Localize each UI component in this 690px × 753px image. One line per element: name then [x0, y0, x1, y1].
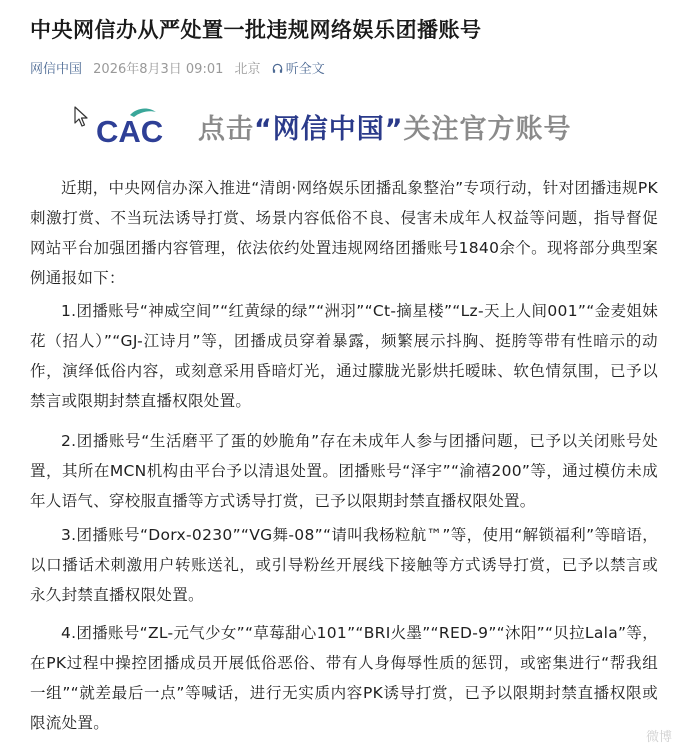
publish-location: 北京 — [234, 62, 261, 77]
paragraph-case-1: 1.团播账号“神威空间”“红黄绿的绿”“洲羽”“Ct-摘星楼”“Lz-天上人间001”“金麦姐妹花（招人）”“GJ-江诗月”等，团播成员穿着暴露，频繁展示抖胸、挺胯等带有性暗示的动作，演绎低俗内容，或刻意采用昏暗灯光，通过朦胧光影烘托暧昧、软色情氛围，已予以禁言或限期封禁直播权限处置。 — [30, 302, 658, 410]
banner-suffix: 关注官方账号 — [403, 114, 572, 145]
article-meta — [30, 58, 339, 77]
paragraph-intro: 近期，中央网信办深入推进“清朗·网络娱乐团播乱象整治”专项行动，针对团播违规PK刺激打赏、不当玩法诱导打赏、场景内容低俗不良、侵害未成年人权益等问题，指导督促网站平台加强团播内容管理，依法依约处置违规网络团播账号1840余个。现将部分典型案例通报如下： — [30, 179, 658, 287]
cac-logo — [96, 106, 178, 146]
listen-label: 听全文 — [285, 62, 325, 77]
banner-text — [198, 107, 572, 146]
source-link[interactable]: 网信中国 — [30, 62, 83, 77]
follow-banner[interactable] — [74, 104, 614, 150]
banner-prefix: 点击 — [198, 114, 254, 145]
headphone-icon — [272, 63, 283, 74]
svg-text:CAC: CAC — [96, 114, 164, 146]
listen-button[interactable] — [272, 62, 332, 77]
paragraph-case-4: 4.团播账号“ZL-元气少女”“草莓甜心101”“BRI火墨”“RED-9”“沐阳”“贝拉Lala”等，在PK过程中操控团播成员开展低俗恶俗、带有人身侮辱性质的惩罚，或密集进行“帮我组一组”“就差最后一点”等喊话，进行无实质内容PK诱导打赏，已予以限期封禁直播权限或限流处置。 — [30, 624, 658, 732]
banner-highlight: “网信中国” — [254, 114, 404, 145]
watermark: 微博 — [645, 730, 672, 745]
publish-date: 2026年8月3日 09:01 — [93, 62, 224, 77]
paragraph-case-2: 2.团播账号“生活磨平了蛋的妙脆角”存在未成年人参与团播问题，已予以关闭账号处置，其所在MCN机构由平台予以清退处置。团播账号“泽宇”“渝禧200”等，通过模仿未成年人语气、穿校服直播等方式诱导打赏，已予以限期封禁直播权限处置。 — [30, 432, 658, 510]
cursor-icon — [74, 106, 88, 128]
paragraph-case-3: 3.团播账号“Dorx-0230”“VG舞-08”“请叫我杨粒航™”等，使用“解锁福利”等暗语，以口播话术刺激用户转账送礼，或引导粉丝开展线下接触等方式诱导打赏，已予以禁言或永久封禁直播权限处置。 — [30, 526, 658, 604]
article-title: 中央网信办从严处置一批违规网络娱乐团播账号 — [30, 18, 482, 42]
